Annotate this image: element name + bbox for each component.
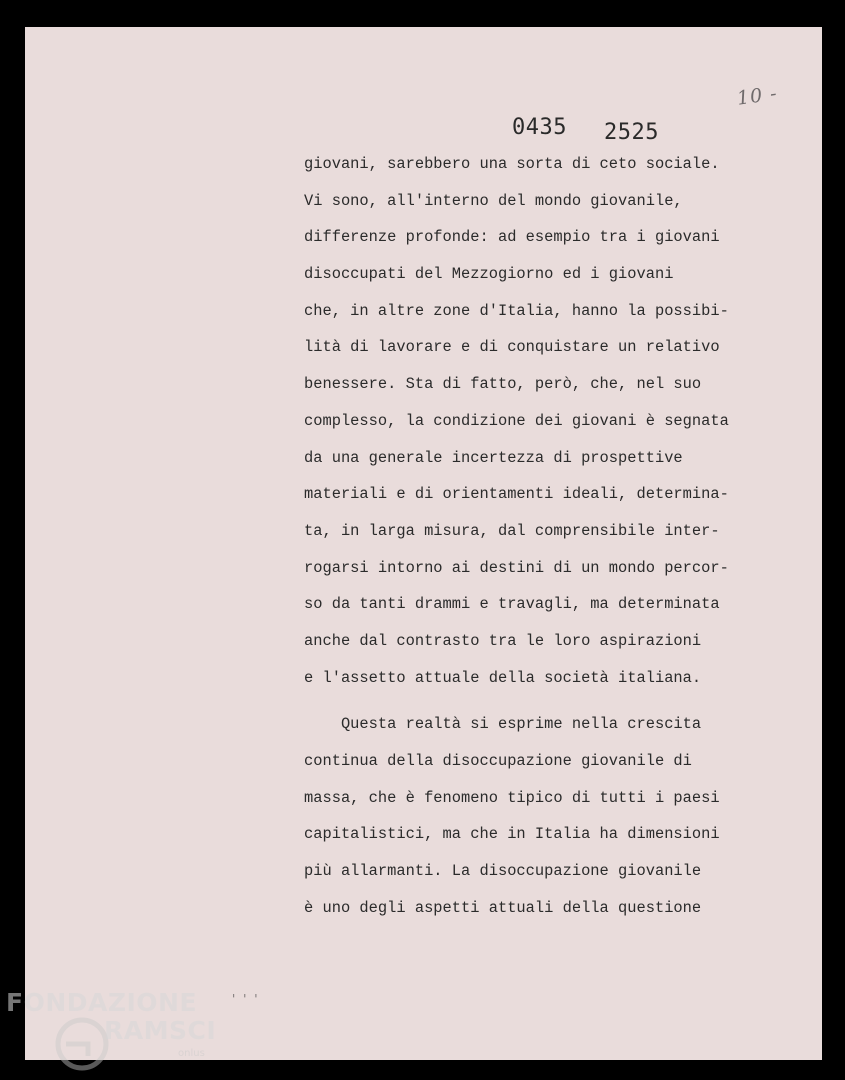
- paragraph-gap: [304, 696, 774, 706]
- fondazione-gramsci-watermark: [6, 988, 221, 1074]
- text-line: disoccupati del Mezzogiorno ed i giovani: [304, 265, 674, 284]
- text-line: ta, in larga misura, dal comprensibile inter-: [304, 521, 720, 540]
- handwritten-page-number: 10 -: [735, 82, 779, 110]
- text-line: e l'assetto attuale della società italiana.: [304, 668, 702, 687]
- archive-number-left: 0435: [512, 115, 567, 140]
- text-line: più allarmanti. La disoccupazione giovanile: [304, 862, 702, 881]
- text-line: so da tanti drammi e travagli, ma determinata: [304, 595, 720, 614]
- paragraph-2: [304, 706, 774, 926]
- text-line: giovani, sarebbero una sorta di ceto sociale.: [304, 155, 720, 173]
- text-line: da una generale incertezza di prospettive: [304, 448, 683, 467]
- watermark-line-2: RAMSCI: [104, 1016, 217, 1045]
- text-line: materiali e di orientamenti ideali, determina-: [304, 485, 729, 504]
- text-line: Vi sono, all'interno del mondo giovanile,: [304, 191, 683, 210]
- typed-text-body: [304, 146, 774, 926]
- text-line: è uno degli aspetti attuali della questione: [304, 898, 702, 917]
- watermark-line-1: FONDAZIONE: [6, 988, 198, 1017]
- text-line: rogarsi intorno ai destini di un mondo percor-: [304, 558, 729, 577]
- archive-number-right: 2525: [604, 120, 659, 145]
- text-line: anche dal contrasto tra le loro aspirazioni: [304, 631, 702, 650]
- text-line: complesso, la condizione dei giovani è segnata: [304, 411, 729, 430]
- watermark-suffix: onlus: [178, 1048, 205, 1059]
- text-line: che, in altre zone d'Italia, hanno la possibi-: [304, 301, 729, 320]
- text-line: benessere. Sta di fatto, però, che, nel suo: [304, 375, 702, 394]
- text-line: Questa realtà si esprime nella crescita: [304, 715, 702, 734]
- watermark-g-stroke-icon: [66, 1044, 88, 1056]
- footer-mark: ' ' ': [232, 992, 260, 1006]
- text-line: capitalistici, ma che in Italia ha dimensioni: [304, 825, 720, 844]
- text-line: differenze profonde: ad esempio tra i giovani: [304, 228, 720, 247]
- paragraph-1: [304, 146, 774, 696]
- text-line: continua della disoccupazione giovanile di: [304, 752, 692, 770]
- text-line: massa, che è fenomeno tipico di tutti i paesi: [304, 788, 720, 807]
- text-line: lità di lavorare e di conquistare un relativo: [304, 338, 720, 357]
